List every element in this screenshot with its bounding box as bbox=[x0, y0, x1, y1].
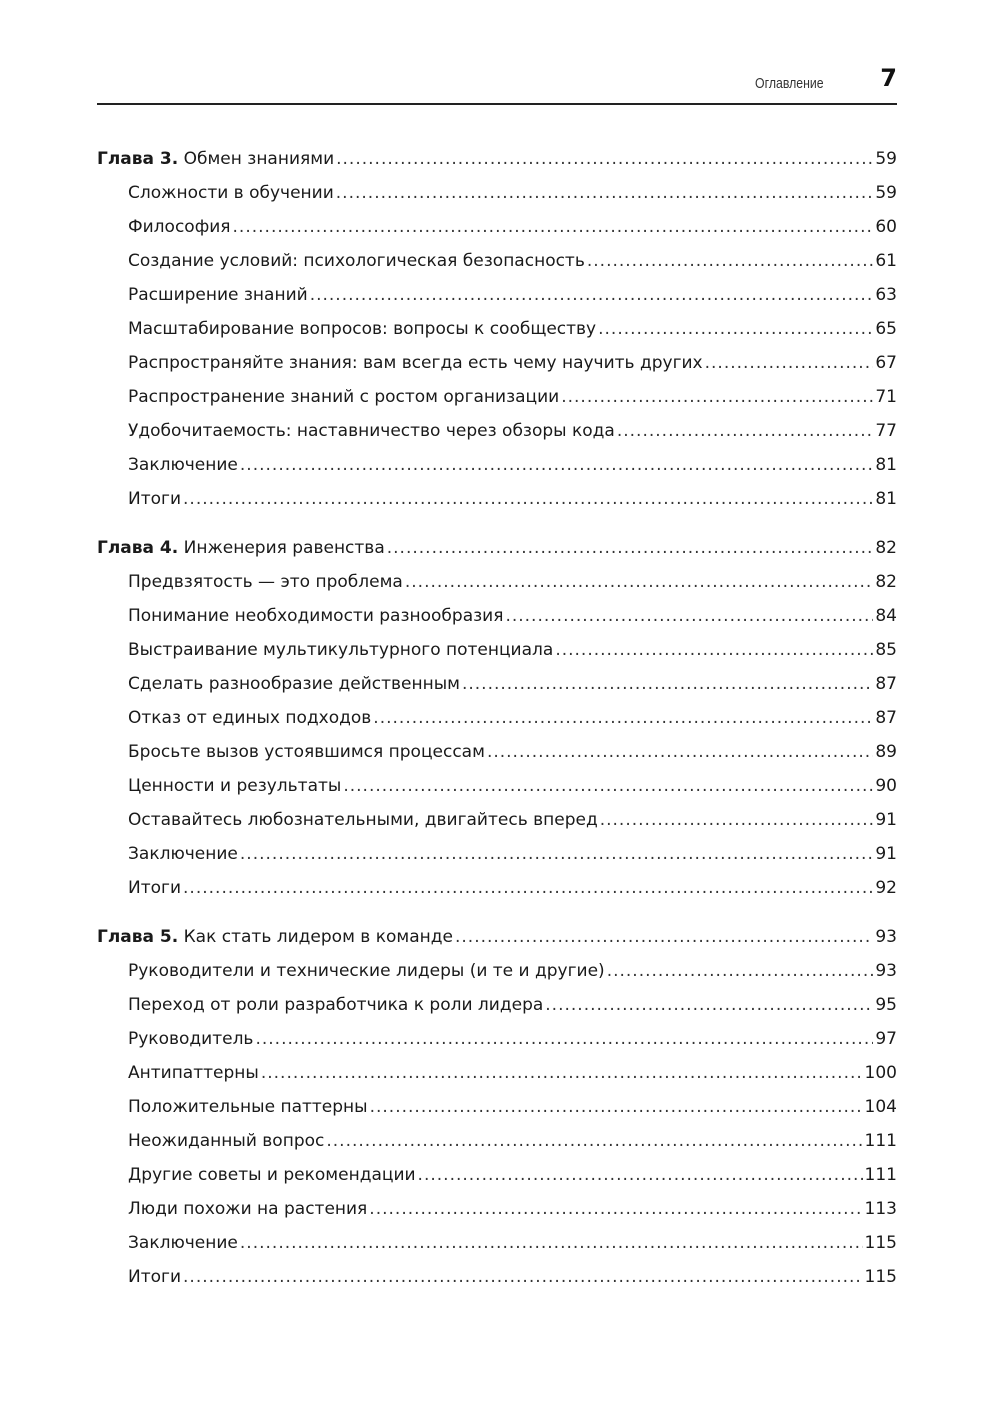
section-page: 71 bbox=[875, 387, 897, 407]
section-title: Руководители и технические лидеры (и те и другие) bbox=[128, 961, 605, 981]
section-title: Бросьте вызов устоявшимся процессам bbox=[128, 742, 485, 762]
toc-section-entry[interactable] bbox=[97, 701, 897, 735]
dot-leader bbox=[373, 701, 873, 735]
toc-chapter-entry[interactable] bbox=[97, 531, 897, 565]
toc-section-entry[interactable] bbox=[97, 1124, 897, 1158]
toc-section-entry[interactable] bbox=[97, 312, 897, 346]
section-title: Заключение bbox=[128, 1233, 238, 1253]
chapter-label bbox=[97, 142, 334, 176]
dot-leader bbox=[326, 1124, 862, 1158]
section-title: Люди похожи на растения bbox=[128, 1199, 368, 1219]
chapter-3 bbox=[97, 142, 897, 516]
section-title: Понимание необходимости разнообразия bbox=[128, 606, 504, 626]
toc-section-entry[interactable] bbox=[97, 1226, 897, 1260]
toc-section-entry[interactable] bbox=[97, 803, 897, 837]
section-page: 87 bbox=[875, 674, 897, 694]
section-page: 90 bbox=[875, 776, 897, 796]
chapter-prefix: Глава 4. bbox=[97, 538, 179, 558]
dot-leader bbox=[607, 954, 874, 988]
toc-section-entry[interactable] bbox=[97, 210, 897, 244]
toc-section-entry[interactable] bbox=[97, 278, 897, 312]
dot-leader bbox=[183, 1260, 863, 1294]
section-title: Распространяйте знания: вам всегда есть чему научить других bbox=[128, 353, 703, 373]
dot-leader bbox=[240, 1226, 863, 1260]
dot-leader bbox=[561, 380, 873, 414]
dot-leader bbox=[405, 565, 874, 599]
section-title: Итоги bbox=[128, 878, 182, 898]
dot-leader bbox=[705, 346, 874, 380]
section-title: Неожиданный вопрос bbox=[128, 1131, 325, 1151]
section-page: 77 bbox=[875, 421, 897, 441]
section-page: 115 bbox=[864, 1233, 897, 1253]
dot-leader bbox=[343, 769, 873, 803]
section-page: 104 bbox=[864, 1097, 897, 1117]
section-title: Другие советы и рекомендации bbox=[128, 1165, 416, 1185]
chapter-title: Обмен знаниями bbox=[183, 149, 335, 169]
dot-leader bbox=[617, 414, 874, 448]
chapter-page: 82 bbox=[875, 538, 897, 558]
section-page: 81 bbox=[875, 489, 897, 509]
chapter-label bbox=[97, 531, 385, 565]
dot-leader bbox=[183, 482, 873, 516]
chapter-4 bbox=[97, 531, 897, 905]
section-title: Оставайтесь любознательными, двигайтесь вперед bbox=[128, 810, 598, 830]
section-page: 67 bbox=[875, 353, 897, 373]
dot-leader bbox=[261, 1056, 863, 1090]
section-page: 93 bbox=[875, 961, 897, 981]
section-title: Антипаттерны bbox=[128, 1063, 259, 1083]
section-page: 87 bbox=[875, 708, 897, 728]
chapter-page: 59 bbox=[875, 149, 897, 169]
section-page: 65 bbox=[875, 319, 897, 339]
section-title: Положительные паттерны bbox=[128, 1097, 368, 1117]
dot-leader bbox=[455, 920, 873, 954]
section-page: 91 bbox=[875, 844, 897, 864]
section-page: 111 bbox=[864, 1165, 897, 1185]
section-title: Переход от роли разработчика к роли лидера bbox=[128, 995, 544, 1015]
section-title: Предвзятость — это проблема bbox=[128, 572, 403, 592]
toc-section-entry[interactable] bbox=[97, 1260, 897, 1294]
section-page: 63 bbox=[875, 285, 897, 305]
section-title: Удобочитаемость: наставничество через обзоры кода bbox=[128, 421, 615, 441]
dot-leader bbox=[387, 531, 874, 565]
section-title: Отказ от единых подходов bbox=[128, 708, 372, 728]
section-page: 89 bbox=[875, 742, 897, 762]
section-title: Итоги bbox=[128, 1267, 182, 1287]
dot-leader bbox=[336, 142, 873, 176]
toc-section-entry[interactable] bbox=[97, 633, 897, 667]
toc-section-entry[interactable] bbox=[97, 1022, 897, 1056]
toc-section-entry[interactable] bbox=[97, 954, 897, 988]
section-title: Философия bbox=[128, 217, 231, 237]
dot-leader bbox=[240, 448, 873, 482]
toc-chapter-entry[interactable] bbox=[97, 920, 897, 954]
dot-leader bbox=[233, 210, 874, 244]
dot-leader bbox=[240, 837, 873, 871]
section-title: Руководитель bbox=[128, 1029, 254, 1049]
dot-leader bbox=[587, 244, 874, 278]
section-title: Заключение bbox=[128, 844, 238, 864]
dot-leader bbox=[505, 599, 873, 633]
page-number: 7 bbox=[880, 64, 897, 92]
chapter-title: Инженерия равенства bbox=[183, 538, 385, 558]
chapter-page: 93 bbox=[875, 927, 897, 947]
section-page: 85 bbox=[875, 640, 897, 660]
running-header bbox=[97, 66, 897, 105]
dot-leader bbox=[598, 312, 873, 346]
dot-leader bbox=[183, 871, 873, 905]
section-page: 84 bbox=[875, 606, 897, 626]
section-page: 100 bbox=[864, 1063, 897, 1083]
toc-section-entry[interactable] bbox=[97, 599, 897, 633]
toc-section-entry[interactable] bbox=[97, 482, 897, 516]
section-page: 113 bbox=[864, 1199, 897, 1219]
chapter-label bbox=[97, 920, 453, 954]
toc-section-entry[interactable] bbox=[97, 871, 897, 905]
toc-section-entry[interactable] bbox=[97, 346, 897, 380]
section-page: 115 bbox=[864, 1267, 897, 1287]
section-title: Итоги bbox=[128, 489, 182, 509]
toc-section-entry[interactable] bbox=[97, 1090, 897, 1124]
dot-leader bbox=[310, 278, 874, 312]
toc-section-entry[interactable] bbox=[97, 1192, 897, 1226]
toc-section-entry[interactable] bbox=[97, 769, 897, 803]
section-title: Сделать разнообразие действенным bbox=[128, 674, 460, 694]
section-page: 59 bbox=[875, 183, 897, 203]
section-page: 95 bbox=[875, 995, 897, 1015]
toc-section-entry[interactable] bbox=[97, 667, 897, 701]
toc-section-entry[interactable] bbox=[97, 244, 897, 278]
dot-leader bbox=[545, 988, 873, 1022]
section-page: 81 bbox=[875, 455, 897, 475]
dot-leader bbox=[255, 1022, 873, 1056]
dot-leader bbox=[369, 1192, 862, 1226]
section-title: Масштабирование вопросов: вопросы к сообществу bbox=[128, 319, 597, 339]
section-page: 92 bbox=[875, 878, 897, 898]
toc-section-entry[interactable] bbox=[97, 837, 897, 871]
section-title: Расширение знаний bbox=[128, 285, 308, 305]
toc-section-entry[interactable] bbox=[97, 448, 897, 482]
toc-section-entry[interactable] bbox=[97, 176, 897, 210]
toc-section-entry[interactable] bbox=[97, 988, 897, 1022]
chapter-title: Как стать лидером в команде bbox=[183, 927, 453, 947]
toc-section-entry[interactable] bbox=[97, 414, 897, 448]
section-page: 97 bbox=[875, 1029, 897, 1049]
toc-section-entry[interactable] bbox=[97, 735, 897, 769]
section-page: 82 bbox=[875, 572, 897, 592]
section-title: Выстраивание мультикультурного потенциала bbox=[128, 640, 554, 660]
dot-leader bbox=[370, 1090, 863, 1124]
dot-leader bbox=[600, 803, 874, 837]
section-page: 61 bbox=[875, 251, 897, 271]
running-header-title: Оглавление bbox=[755, 75, 824, 92]
chapter-5 bbox=[97, 920, 897, 1294]
dot-leader bbox=[462, 667, 873, 701]
section-page: 60 bbox=[875, 217, 897, 237]
dot-leader bbox=[418, 1158, 863, 1192]
table-of-contents bbox=[97, 142, 897, 1309]
dot-leader bbox=[336, 176, 874, 210]
section-title: Сложности в обучении bbox=[128, 183, 334, 203]
toc-section-entry[interactable] bbox=[97, 1056, 897, 1090]
section-title: Заключение bbox=[128, 455, 238, 475]
toc-chapter-entry[interactable] bbox=[97, 142, 897, 176]
chapter-prefix: Глава 5. bbox=[97, 927, 179, 947]
section-title: Создание условий: психологическая безопасность bbox=[128, 251, 585, 271]
toc-section-entry[interactable] bbox=[97, 1158, 897, 1192]
toc-section-entry[interactable] bbox=[97, 380, 897, 414]
dot-leader bbox=[487, 735, 873, 769]
section-page: 91 bbox=[875, 810, 897, 830]
dot-leader bbox=[555, 633, 873, 667]
section-title: Ценности и результаты bbox=[128, 776, 342, 796]
toc-section-entry[interactable] bbox=[97, 565, 897, 599]
section-title: Распространение знаний с ростом организации bbox=[128, 387, 560, 407]
section-page: 111 bbox=[864, 1131, 897, 1151]
chapter-prefix: Глава 3. bbox=[97, 149, 179, 169]
